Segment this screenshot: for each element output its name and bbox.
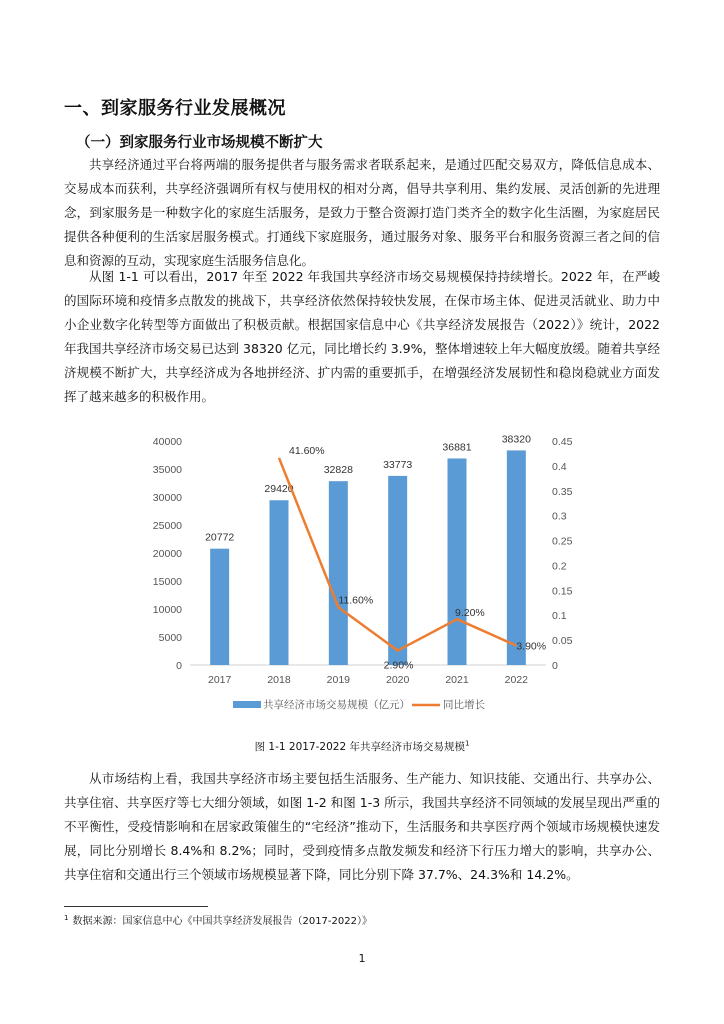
y-left-tick-label: 20000 <box>152 548 182 560</box>
figure-caption <box>0 739 724 754</box>
bar-value-label: 36881 <box>442 441 472 454</box>
y-right-tick-label: 0.3 <box>552 510 567 523</box>
x-tick-label: 2021 <box>445 674 469 686</box>
y-left-tick-label: 5000 <box>158 632 182 644</box>
legend-bar-swatch <box>233 701 261 708</box>
y-right-tick-label: 0.25 <box>552 535 573 548</box>
legend-bar-label: 共享经济市场交易规模（亿元） <box>263 699 410 711</box>
y-left-tick-label: 0 <box>176 660 182 672</box>
bar-value-label: 29420 <box>264 483 294 496</box>
line-value-label: 9.20% <box>455 607 485 620</box>
line-value-label: 41.60% <box>289 444 325 457</box>
y-left-tick-label: 40000 <box>152 436 182 448</box>
bar-value-label: 38320 <box>501 433 531 446</box>
market-scale-chart <box>140 428 590 718</box>
bar-2022 <box>507 450 526 665</box>
x-tick-label: 2019 <box>326 674 351 686</box>
bar-2018 <box>270 500 289 665</box>
footnote-text: 数据来源：国家信息中心《中国共享经济发展报告（2017-2022）》 <box>72 916 372 927</box>
y-left-tick-label: 35000 <box>152 464 182 476</box>
bar-value-label: 32828 <box>323 464 353 477</box>
y-left-tick-label: 10000 <box>152 604 182 616</box>
legend-line-label: 同比增长 <box>443 699 485 711</box>
caption-text: 图 1-1 2017-2022 年共享经济市场交易规模 <box>254 741 465 753</box>
footnote-divider <box>64 906 208 907</box>
y-right-tick-label: 0.05 <box>552 635 573 648</box>
x-tick-label: 2017 <box>207 674 232 686</box>
x-tick-label: 2020 <box>385 674 410 686</box>
y-right-tick-label: 0.35 <box>552 485 573 498</box>
bar-value-label: 20772 <box>205 531 235 544</box>
page-number: 1 <box>358 952 366 965</box>
y-left-tick-label: 25000 <box>152 520 182 532</box>
x-tick-label: 2022 <box>504 674 529 686</box>
y-right-tick-label: 0 <box>552 660 558 672</box>
bar-2020 <box>388 476 407 665</box>
bar-2021 <box>448 458 467 665</box>
y-right-tick-label: 0.1 <box>552 610 567 623</box>
subsection-heading: （一）到家服务行业市场规模不断扩大 <box>76 135 323 151</box>
y-right-tick-label: 0.45 <box>552 436 573 448</box>
line-value-label: 2.90% <box>383 659 414 672</box>
y-right-tick-label: 0.15 <box>552 585 573 598</box>
x-tick-label: 2018 <box>267 674 291 686</box>
paragraph-market-structure: 从市场结构上看，我国共享经济市场主要包括生活服务、生产能力、知识技能、交通出行、共享办公、共享住宿、共享医疗等七大细分领域，如图 1-2 和图 1-3 所示，我国共享经济不同领域的发展呈现出严重的不平衡性，受疫情影响和在居家政策催生的“宅经济”推动下，生活服务和共享医疗两个领域市场规模快速发展，同比分别增长 8.4%和 8.2%；同时，受到疫情多点散发频发和经济下行压力增大的影响，共享办公、共享住宿和交通出行三个领域市场规模显著下降，同比分别下降 37.7%、24.3%和 14.2%。 <box>64 771 660 882</box>
paragraph-intro: 共享经济通过平台将两端的服务提供者与服务需求者联系起来，是通过匹配交易双方，降低信息成本、交易成本而获利，共享经济强调所有权与使用权的相对分离，倡导共享利用、集约发展、灵活创新的先进理念，到家服务是一种数字化的家庭生活服务，是致力于整合资源打造门类齐全的数字化生活圈，为家庭居民提供各种便利的生活家居服务模式。打通线下家庭服务，通过服务对象、服务平台和服务资源三者之间的信息和资源的互动，实现家庭生活服务信息化。 <box>64 157 660 268</box>
section-heading: 一、到家服务行业发展概况 <box>64 98 286 119</box>
footnote-marker: 1 <box>64 913 69 922</box>
bar-value-label: 33773 <box>383 458 413 471</box>
footnote <box>64 912 372 927</box>
y-left-tick-label: 15000 <box>152 576 182 588</box>
caption-footnote-ref: 1 <box>464 739 470 748</box>
y-left-tick-label: 30000 <box>152 492 182 504</box>
y-right-tick-label: 0.4 <box>552 460 567 473</box>
line-value-label: 11.60% <box>338 594 374 607</box>
bar-2019 <box>329 481 348 665</box>
bar-2017 <box>210 549 229 665</box>
chart-legend <box>233 698 485 711</box>
line-value-label: 3.90% <box>516 640 547 653</box>
paragraph-market-scale: 从图 1-1 可以看出，2017 年至 2022 年我国共享经济市场交易规模保持持续增长。2022 年，在严峻的国际环境和疫情多点散发的挑战下，共享经济依然保持较快发展，在保市场主体、促进灵活就业、助力中小企业数字化转型等方面做出了积极贡献。根据国家信息中心《共享经济发展报告（2022）》统计，2022 年我国共享经济市场交易已达到 38320 亿元，同比增长约 3.9%，整体增速较上年大幅度放缓。随着共享经济规模不断扩大，共享经济成为各地拼经济、扩内需的重要抓手，在增强经济发展韧性和稳岗稳就业方面发挥了越来越多的积极作用。 <box>64 269 660 404</box>
y-right-tick-label: 0.2 <box>552 560 567 573</box>
